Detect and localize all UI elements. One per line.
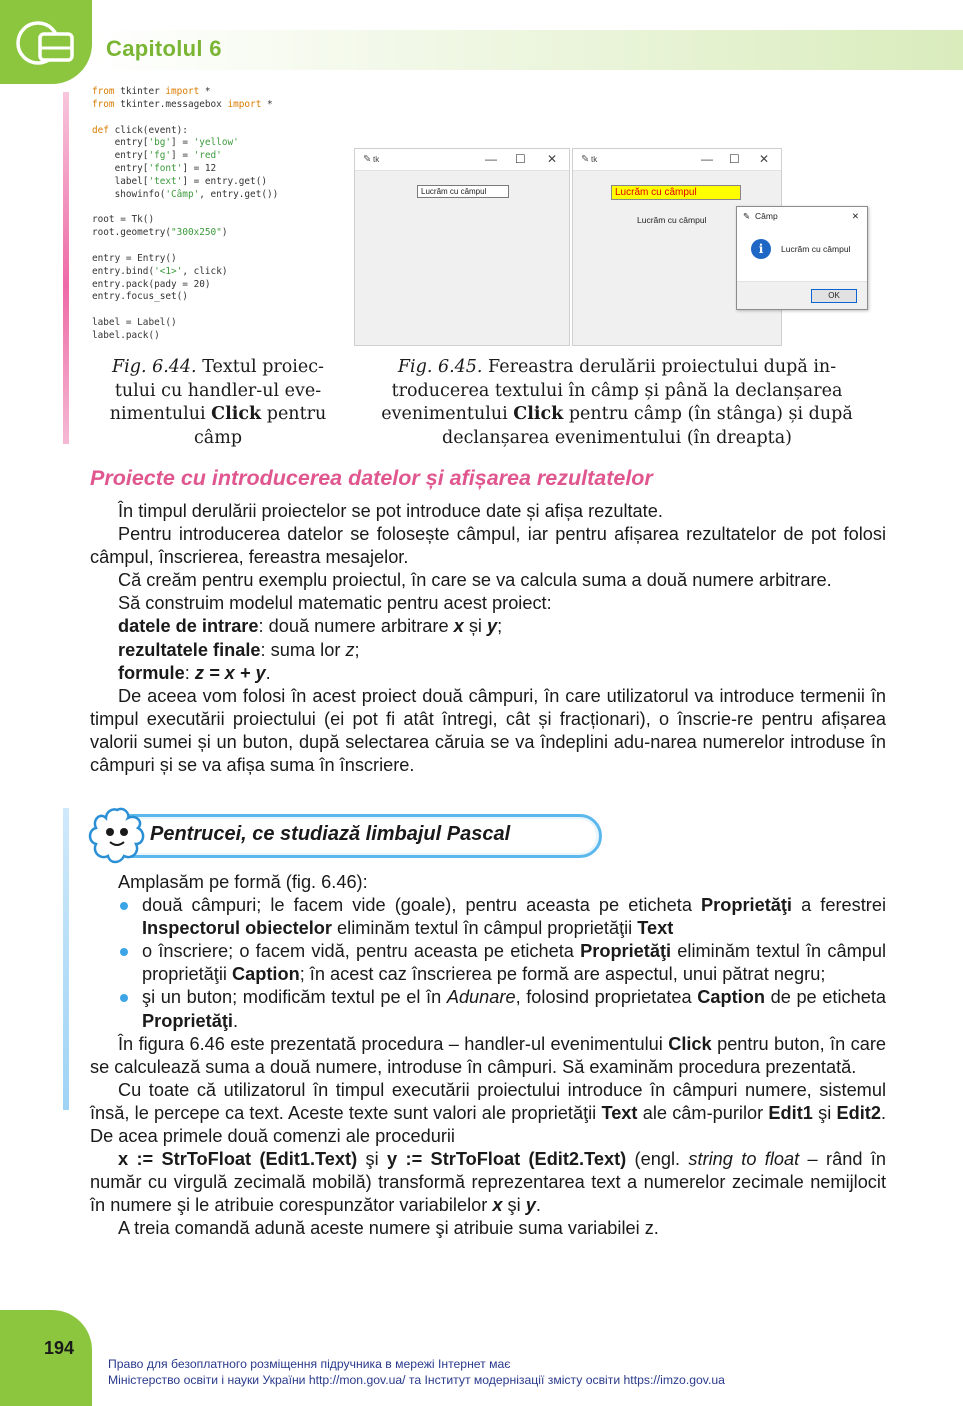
var-z: z [345, 639, 355, 660]
figure-caption-6-45 [356, 356, 878, 450]
maximize-icon[interactable]: ☐ [515, 152, 526, 166]
ok-button[interactable]: OK [811, 289, 857, 303]
term-bold: Caption [697, 987, 765, 1008]
caption-text: troducerea textului în câmp și până la declanșarea [391, 380, 843, 401]
tk-feather-icon: ✎ [743, 211, 751, 221]
text: : două numere arbitrare [258, 616, 454, 637]
code-line: entry.bind('<1>', click) [92, 265, 228, 277]
term-bold: rezultatele finale [118, 639, 261, 660]
var-x: x [492, 1195, 503, 1216]
chapter-band [92, 30, 963, 70]
code-line: root.geometry("300x250") [92, 227, 228, 239]
maximize-icon[interactable]: ☐ [729, 152, 740, 166]
close-icon[interactable]: ✕ [759, 152, 770, 166]
window-titlebar [355, 149, 569, 171]
paragraph: Că creăm pentru exemplu proiectul, în care se va calcula suma a două numere arbitrare. [118, 570, 832, 591]
formula: z = x + y [194, 662, 266, 683]
text: . [535, 1195, 541, 1216]
text: şi [812, 1102, 837, 1123]
paragraph [90, 1033, 886, 1079]
paragraph: A treia comandă adună aceste numere şi atribuie suma variabilei z. [118, 1218, 659, 1239]
info-icon: i [751, 239, 771, 259]
pascal-margin-bar [63, 808, 69, 1110]
dialog-footer [737, 281, 867, 309]
model-result-line [90, 639, 886, 662]
caption-text: Fereastra derulării proiectului după in- [482, 357, 837, 377]
model-input-line [90, 615, 886, 638]
paragraph: În timpul derulării proiectelor se pot introduce date și afișa rezultate. [118, 501, 663, 521]
tk-feather-icon: ✎ [363, 154, 372, 165]
tk-feather-icon: ✎ [581, 154, 590, 165]
section-heading: Proiecte cu introducerea datelor și afișarea rezultatelor [90, 466, 653, 490]
text: ; [354, 639, 360, 660]
term-bold: formule [118, 662, 185, 683]
result-label: Lucrăm cu câmpul [637, 215, 707, 225]
text: ale câm-purilor [637, 1102, 769, 1123]
minimize-icon[interactable]: — [485, 152, 497, 166]
term-italic: Adunare [446, 987, 516, 1008]
window-title: tk [373, 155, 380, 164]
caption-text: câmp [193, 427, 243, 448]
caption-text: nimentului [109, 404, 212, 424]
code-line: entry.focus_set() [92, 291, 188, 303]
code-line: entry['bg'] = 'yellow' [92, 137, 239, 149]
page-number: 194 [44, 1338, 75, 1358]
body-section-2 [90, 871, 886, 1241]
text: şi un buton; modificăm textul pe el în [142, 987, 447, 1008]
var-x: x [453, 616, 464, 637]
body-section-1 [90, 500, 886, 777]
figure-number: Fig. 6.45. [397, 357, 483, 377]
term-bold: Text [637, 918, 674, 939]
code-line: showinfo('Câmp', entry.get()) [92, 188, 279, 200]
var-y: y [525, 1195, 536, 1216]
term-bold: datele de intrare [118, 616, 259, 637]
text: : suma lor [260, 639, 346, 660]
code-line: from tkinter import * [92, 86, 211, 97]
minimize-icon[interactable]: — [701, 152, 713, 166]
window-titlebar [573, 149, 781, 171]
text: şi [357, 1149, 388, 1170]
paragraph: Amplasăm pe formă (fig. 6.46): [118, 872, 368, 892]
close-icon[interactable]: ✕ [851, 211, 859, 221]
caption-text: Textul proiec- [196, 357, 324, 377]
text: și [463, 616, 488, 637]
text: a ferestrei [792, 895, 886, 916]
code-line: entry = Entry() [92, 252, 177, 264]
code-bold: x := StrToFloat (Edit1.Text) [118, 1149, 358, 1170]
caption-text: declanșarea evenimentului (în dreapta) [442, 427, 792, 448]
figure-caption-6-44 [92, 356, 344, 450]
code-line: label['text'] = entry.get() [92, 175, 267, 187]
text: Cu toate că utilizatorul în timpul executării proiectului introduce în câmpuri numere, sistemul însă, le percepe ca text. Aceste texte sunt valori ale proprietăţii [90, 1079, 886, 1123]
paragraph [90, 1148, 886, 1217]
term-bold: Edit2 [836, 1102, 881, 1123]
code-listing [92, 86, 340, 350]
mascot-icon [86, 806, 148, 864]
text: . [232, 1010, 239, 1031]
chapter-title: Capitolul 6 [106, 36, 222, 61]
text: . De acea primele două comenzi ale procedurii [90, 1102, 886, 1147]
code-line: label = Label() [92, 317, 177, 329]
text: ; în acest caz înscrierea pe formă are aspectul, unui pătrat negru; [299, 964, 826, 985]
caption-text: evenimentului [381, 404, 514, 424]
caption-bold: Click [211, 404, 262, 424]
term-bold: Edit1 [768, 1102, 813, 1123]
entry-field-highlighted[interactable]: Lucrăm cu câmpul [611, 185, 741, 200]
text: şi [502, 1195, 526, 1216]
text: eliminăm textul în câmpul proprietăţii [332, 918, 638, 939]
dialog-title: Câmp [755, 211, 778, 221]
code-line: def click(event): [92, 124, 188, 136]
paragraph: Să construim modelul matematic pentru acest proiect: [118, 593, 552, 614]
dialog-message: Lucrăm cu câmpul [781, 244, 851, 254]
footer-line: Право для безоплатного розміщення підручника в мережі Інтернет має [108, 1357, 511, 1371]
text: două câmpuri; le facem vide (goale), pentru aceasta pe eticheta [142, 895, 702, 916]
computer-chapter-icon [14, 18, 76, 68]
code-line: entry['fg'] = 'red' [92, 150, 222, 162]
text: În figura 6.46 este prezentată procedura – handler-ul evenimentului [118, 1033, 669, 1054]
text: : [184, 662, 195, 683]
paragraph: Pentru introducerea datelor se folosește câmpul, iar pentru afișarea rezultatelor de pot folosi câmpul, înscrierea, fereastra mesajelor. [90, 524, 886, 568]
text: , folosind proprietatea [515, 987, 698, 1008]
term-bold: Click [668, 1033, 712, 1054]
term-bold: Inspectorul obiectelor [142, 918, 332, 939]
list-item [90, 894, 886, 940]
caption-text: pentru câmp (în stânga) și după [563, 404, 853, 424]
code-line: entry['font'] = 12 [92, 162, 217, 174]
footer-note [108, 1356, 725, 1388]
var-y: y [487, 616, 498, 637]
text: o înscriere; o facem vidă, pentru aceasta pe eticheta [142, 941, 581, 962]
term-bold: Caption [231, 964, 300, 985]
tk-window-before [354, 148, 570, 346]
code-line: from tkinter.messagebox import * [92, 98, 273, 110]
code-line: root = Tk() [92, 214, 155, 226]
entry-field[interactable]: Lucrăm cu câmpul [417, 185, 509, 198]
text: (engl. [626, 1149, 689, 1170]
figure-number: Fig. 6.44. [112, 357, 197, 377]
dialog-body [737, 225, 867, 281]
list-item [90, 986, 886, 1032]
showinfo-dialog [736, 206, 868, 310]
term-bold: Proprietăţi [580, 941, 672, 962]
caption-text: pentru [261, 404, 327, 424]
code-bold: y := StrToFloat (Edit2.Text) [387, 1149, 627, 1170]
pascal-banner-title: Pentrucei, ce studiază limbajul Pascal [150, 823, 511, 845]
paragraph [90, 1079, 886, 1148]
figure-margin-bar [63, 92, 69, 444]
term-bold: Proprietăţi [142, 1010, 233, 1031]
term-italic: string to float [688, 1149, 800, 1170]
term-bold: Proprietăţi [701, 895, 792, 916]
window-title: tk [591, 155, 598, 164]
text: pentru buton, în care se calculează suma a două numere, introduse în câmpuri. Să examinăm procedura prezentată. [90, 1033, 886, 1077]
code-line: label.pack() [92, 329, 160, 341]
tkinter-screenshots [354, 148, 882, 348]
dialog-titlebar [737, 207, 867, 225]
caption-bold: Click [513, 404, 564, 424]
list-item [90, 940, 886, 986]
footer-line: Міністерство освіти і науки України http://mon.gov.ua/ та Інститут модернізації змісту освіти https://imzo.gov.ua [108, 1373, 725, 1387]
text: ; [497, 616, 503, 637]
model-formula-line [90, 662, 886, 685]
term-bold: Text [601, 1102, 638, 1123]
paragraph: De aceea vom folosi în acest proiect două câmpuri, în care utilizatorul va introduce termenii în timpul executării proiectului (ei pot fi atât întregi, cât și fracționari), o înscrie-re pentru afișarea valorii sumei și un buton, după selectarea căruia se va îndeplini adu-narea numerelor introduse în câmpuri și se va afișa suma în înscriere. [90, 685, 886, 776]
text: . [265, 662, 271, 683]
text: – rând în număr cu virgulă zecimală mobilă) transformă reprezentarea text a numerelor zecimale nemijlocit în numere şi le atribuie corespunzător variabilelor [90, 1149, 886, 1216]
text: eliminăm textul în câmpul proprietăţii [142, 941, 886, 985]
close-icon[interactable]: ✕ [547, 152, 558, 166]
code-line: entry.pack(pady = 20) [92, 278, 211, 290]
text: de pe eticheta [764, 987, 886, 1008]
caption-text: tului cu handler-ul eve- [114, 380, 322, 401]
